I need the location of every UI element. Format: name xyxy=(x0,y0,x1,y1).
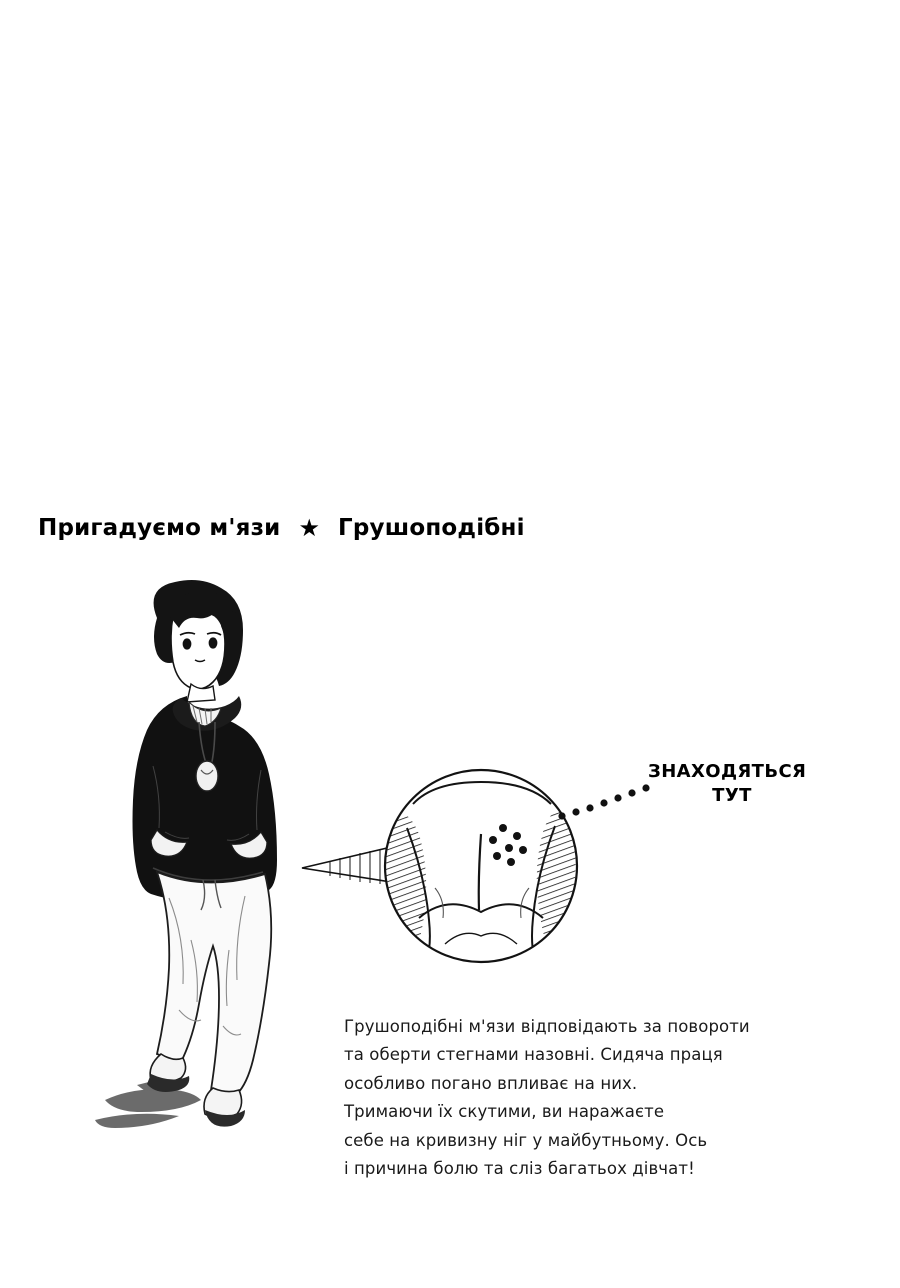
callout-label-line2: ТУТ xyxy=(712,785,752,807)
callout-label-line1: ЗНАХОДЯТЬСЯ xyxy=(648,761,807,782)
hip-closeup-circle xyxy=(383,768,579,964)
page-title-left: Пригадуємо м'язи xyxy=(38,515,281,541)
body-line: особливо погано впливає на них. xyxy=(344,1073,638,1093)
star-icon: ★ xyxy=(298,514,320,542)
body-line: Тримаючи їх скутими, ви наражаєте xyxy=(344,1102,665,1122)
body-line: себе на кривизну ніг у майбутньому. Ось xyxy=(344,1130,708,1150)
body-paragraph xyxy=(344,1013,874,1183)
callout-label xyxy=(648,760,858,809)
page-title xyxy=(38,515,525,541)
body-line: Грушоподібні м'язи відповідають за повороти xyxy=(344,1017,750,1036)
body-line: і причина болю та сліз багатьох дівчат! xyxy=(344,1158,695,1178)
body-line: та оберти стегнами назовні. Сидяча праця xyxy=(344,1045,723,1065)
page-title-right: Грушоподібні xyxy=(337,515,525,541)
dotted-leader xyxy=(556,782,652,822)
